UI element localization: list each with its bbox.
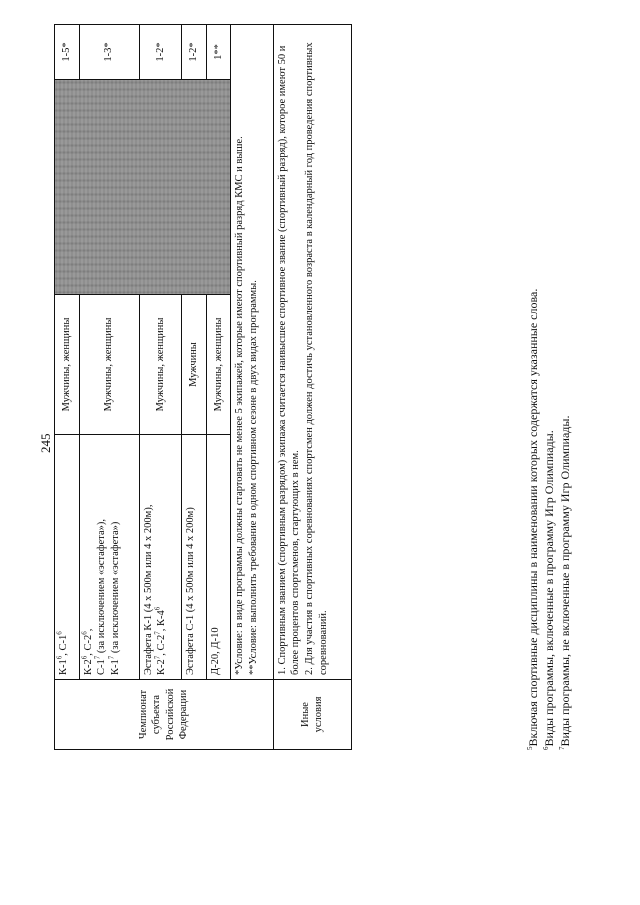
note-asterisk: *Условие: в виде программы должны стартовать не менее 5 экипажей, которые имеют спортивный разряд КМС и выше. — [234, 136, 246, 675]
other-conditions-label: Иные условия — [273, 680, 351, 750]
gender-cell: Мужчины — [182, 295, 207, 435]
result-cell: 1-2* — [139, 25, 181, 80]
gender-cell: Мужчины, женщины — [79, 295, 139, 435]
discipline-cell: $К-1^6$, $С-1^6$ — [55, 435, 80, 680]
result-cell: 1-2* — [182, 25, 207, 80]
footnote: $^6$Виды программы, включенные в программу Игр Олимпиады. — [542, 430, 556, 750]
discipline-cell: $К-2^6$, $С-2^6$, $С-1^7$ (за исключением «эстафета»), $К-1^7$ (за исключением «эстафета») — [79, 435, 139, 680]
discipline-cell: Д-20, Д-10 — [206, 435, 231, 680]
result-cell: 1-3* — [79, 25, 139, 80]
discipline-cell: Эстафета С-1 (4 х 500м или 4 х 200м) — [182, 435, 207, 680]
note-double-asterisk: **Условие: выполнить требование в одном спортивном сезоне в двух видах программы. — [247, 280, 259, 675]
discipline-cell: Эстафета К-1 (4 х 500м или 4 х 200м), $К-2^7$, $С-2^7$, $К-4^6$ — [139, 435, 181, 680]
subject-label: Чемпионат субъекта Российской Федерации — [55, 680, 274, 750]
other-conditions-text: 1. Спортивным званием (спортивным разрядом) экипажа считается наивысшее спортивное звание (спортивный разряд), которое имеют 50 и более процентов спортсменов, стартующих в нем. 2. Для участия в спортивных соревнованиях спортсмен должен достичь установленного возраста в календарный год проведения спортивных соревнований. — [273, 25, 351, 680]
table-row — [55, 25, 80, 750]
table-row — [231, 25, 273, 750]
result-cell: 1** — [206, 25, 231, 80]
result-cell: 1-5* — [55, 25, 80, 80]
page-number: 245 — [38, 433, 53, 453]
shaded-cell — [55, 80, 231, 295]
conditions-note — [231, 25, 273, 680]
gender-cell: Мужчины, женщины — [55, 295, 80, 435]
footnote: $^7$Виды программы, не включенные в программу Игр Олимпиады. — [558, 415, 572, 750]
gender-cell: Мужчины, женщины — [139, 295, 181, 435]
footnotes — [525, 190, 573, 750]
footnote: $^5$Включая спортивные дисциплины в наименовании которых содержатся указанные слова. — [526, 288, 540, 750]
table-row — [273, 25, 351, 750]
requirements-table — [54, 24, 352, 750]
gender-cell: Мужчины, женщины — [206, 295, 231, 435]
